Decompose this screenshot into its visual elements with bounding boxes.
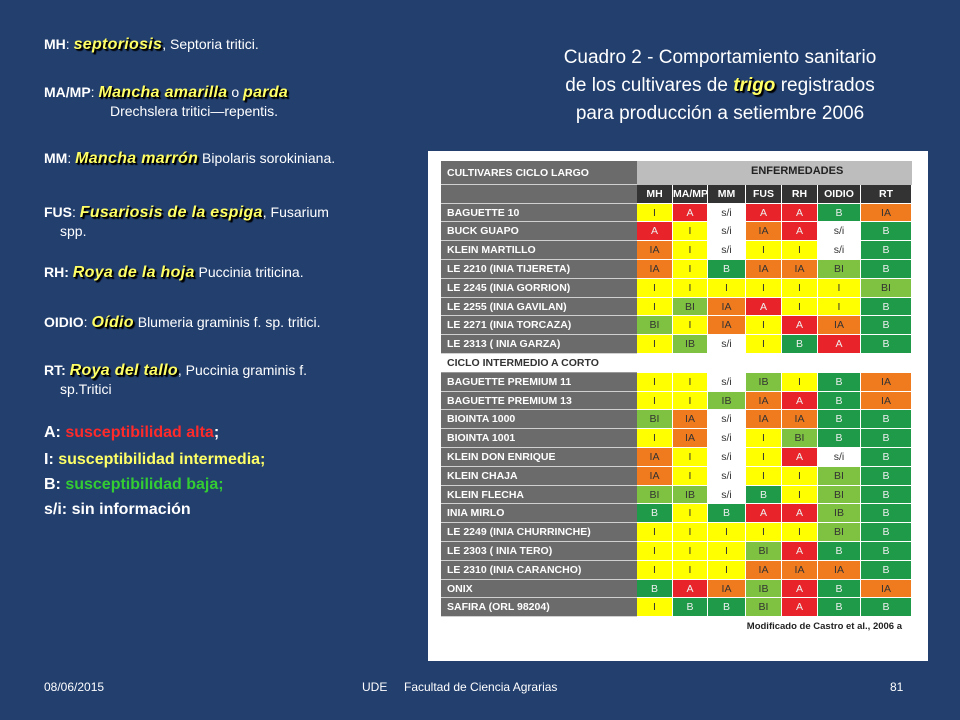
rating-cell: IA [818, 561, 861, 580]
rating-cell: I [673, 316, 708, 335]
scale-text: susceptibilidad baja; [65, 476, 224, 493]
rating-cell: I [746, 279, 782, 298]
pathogen-name: Bipolaris sorokiniana. [198, 150, 336, 166]
separator: : [67, 150, 76, 166]
table-row [441, 392, 912, 411]
rating-cell: BI [818, 260, 861, 279]
column-header: OIDIO [818, 185, 861, 204]
rating-cell: B [818, 204, 861, 223]
cultivar-name: LE 2303 ( INIA TERO) [441, 542, 637, 561]
rating-cell: B [861, 298, 912, 317]
rating-cell: A [782, 504, 818, 523]
rating-cell: B [637, 580, 673, 599]
rating-cell: I [637, 542, 673, 561]
rating-cell: I [673, 222, 708, 241]
rating-cell: I [637, 204, 673, 223]
rating-cell: I [673, 448, 708, 467]
column-header: MH [637, 185, 673, 204]
table-row [441, 260, 912, 279]
cultivar-name: LE 2245 (INIA GORRION) [441, 279, 637, 298]
rating-cell: B [673, 598, 708, 617]
rating-cell: s/i [708, 410, 746, 429]
cultivar-name: LE 2271 (INIA TORCAZA) [441, 316, 637, 335]
rating-cell: A [673, 580, 708, 599]
disease-abbreviation: FUS [44, 204, 72, 220]
rating-cell: IA [746, 222, 782, 241]
column-header: FUS [746, 185, 782, 204]
rating-cell: BI [746, 598, 782, 617]
rating-cell: A [782, 580, 818, 599]
scale-text: sin información [71, 501, 191, 518]
rating-cell: BI [782, 429, 818, 448]
rating-cell: I [782, 241, 818, 260]
footer-center: UDE Facultad de Ciencia Agrarias [362, 680, 558, 694]
rating-cell: A [782, 392, 818, 411]
table-header-row [441, 161, 912, 185]
rating-cell: IA [861, 373, 912, 392]
disease-name-alt: parda [243, 84, 289, 101]
rating-cell: IA [782, 561, 818, 580]
cultivar-name: KLEIN CHAJA [441, 467, 637, 486]
rating-cell: B [746, 486, 782, 505]
rating-cell: IA [637, 260, 673, 279]
rating-cell: I [637, 392, 673, 411]
rating-cell: B [861, 448, 912, 467]
table-row [441, 298, 912, 317]
pathogen-name: Blumeria graminis f. sp. tritici. [133, 314, 321, 330]
rating-cell: I [818, 298, 861, 317]
legend-line [44, 362, 424, 379]
legend-line [44, 204, 424, 221]
rating-cell: B [782, 335, 818, 354]
rating-cell: I [746, 448, 782, 467]
table-row [441, 279, 912, 298]
rating-cell: I [782, 523, 818, 542]
rating-cell: I [708, 561, 746, 580]
column-header: RT [861, 185, 912, 204]
rating-cell: IA [673, 429, 708, 448]
legend-item [44, 362, 424, 398]
rating-cell: A [746, 298, 782, 317]
rating-cell: IA [746, 260, 782, 279]
rating-cell: B [708, 598, 746, 617]
table-footnote-row [441, 617, 912, 641]
rating-cell: BI [637, 486, 673, 505]
cultivar-name: BIOINTA 1001 [441, 429, 637, 448]
table-footnote: Modificado de Castro et al., 2006 a [746, 621, 902, 633]
cultivar-table-image [428, 151, 928, 661]
table-row [441, 580, 912, 599]
rating-cell: B [818, 373, 861, 392]
cultivar-name: LE 2310 (INIA CARANCHO) [441, 561, 637, 580]
rating-cell: A [746, 504, 782, 523]
rating-cell: IA [818, 316, 861, 335]
disease-name: Roya de la hoja [72, 264, 195, 281]
rating-cell: IB [673, 335, 708, 354]
scale-code: B: [44, 476, 66, 493]
rating-cell: s/i [818, 241, 861, 260]
cultivar-name: KLEIN FLECHA [441, 486, 637, 505]
rating-cell: s/i [708, 241, 746, 260]
rating-cell: I [708, 523, 746, 542]
pathogen-name: Puccinia triticina. [194, 264, 304, 280]
scale-code: s/i: [44, 501, 72, 518]
rating-cell: I [673, 392, 708, 411]
separator: : [90, 84, 99, 100]
rating-cell: A [818, 335, 861, 354]
disease-abbreviation: RT: [44, 362, 66, 378]
rating-cell: IA [782, 260, 818, 279]
legend-item [44, 150, 424, 167]
rating-cell: s/i [708, 467, 746, 486]
punctuation: , [177, 362, 182, 378]
rating-cell: BI [746, 542, 782, 561]
separator: : [72, 204, 80, 220]
rating-cell: IB [818, 504, 861, 523]
rating-cell: IB [673, 486, 708, 505]
cultivar-name: LE 2255 (INIA GAVILAN) [441, 298, 637, 317]
legend-line [44, 314, 424, 331]
rating-cell: I [818, 279, 861, 298]
rating-cell: B [861, 504, 912, 523]
legend-line [44, 264, 424, 281]
rating-cell: s/i [708, 486, 746, 505]
rating-cell: I [782, 486, 818, 505]
table-row [441, 561, 912, 580]
rating-cell: I [673, 467, 708, 486]
rating-cell: B [861, 598, 912, 617]
rating-cell: I [673, 523, 708, 542]
punctuation: , [162, 36, 167, 52]
rating-cell: I [746, 241, 782, 260]
rating-cell: BI [637, 316, 673, 335]
rating-cell: s/i [818, 222, 861, 241]
rating-cell: I [673, 241, 708, 260]
rating-cell: I [782, 279, 818, 298]
cultivar-name: INIA MIRLO [441, 504, 637, 523]
rating-cell: IB [746, 373, 782, 392]
legend-item [44, 264, 424, 281]
disease-abbreviation: MH [44, 36, 66, 52]
table-row [441, 316, 912, 335]
rating-cell: IA [746, 561, 782, 580]
rating-cell: A [782, 598, 818, 617]
cultivar-name: BAGUETTE 10 [441, 204, 637, 223]
legend-line [44, 84, 424, 101]
rating-cell: IA [637, 467, 673, 486]
rating-cell: I [782, 467, 818, 486]
rating-cell: B [708, 260, 746, 279]
rating-cell: B [818, 392, 861, 411]
scale-code: A: [44, 424, 66, 441]
title-line-3: para producción a setiembre 2006 [575, 103, 865, 124]
rating-cell: B [861, 316, 912, 335]
pathogen-name-cont: sp.Tritici [60, 381, 112, 397]
rating-cell: B [861, 335, 912, 354]
scale-item [44, 476, 224, 494]
rating-cell: s/i [708, 448, 746, 467]
rating-cell: IA [637, 448, 673, 467]
legend-item [44, 36, 424, 53]
scale-item [44, 501, 191, 519]
table-row [441, 429, 912, 448]
scale-item [44, 451, 265, 469]
rating-cell: I [637, 561, 673, 580]
cultivar-name: BUCK GUAPO [441, 222, 637, 241]
column-header: MA/MP [673, 185, 708, 204]
table-row [441, 486, 912, 505]
rating-cell: IA [861, 392, 912, 411]
table-row [441, 222, 912, 241]
rating-cell: I [746, 335, 782, 354]
cultivar-name: ONIX [441, 580, 637, 599]
rating-cell: IA [746, 410, 782, 429]
rating-cell: I [673, 504, 708, 523]
title-highlight: trigo [733, 75, 776, 96]
rating-cell: s/i [708, 222, 746, 241]
disease-name: Oídio [91, 314, 134, 331]
legend-line [44, 150, 424, 167]
cultivar-name: LE 2210 (INIA TIJERETA) [441, 260, 637, 279]
rating-cell: I [782, 373, 818, 392]
rating-cell: B [861, 523, 912, 542]
title-line-2: de los cultivares de trigo registrados [565, 75, 875, 96]
table-row [441, 542, 912, 561]
cultivar-name: SAFIRA (ORL 98204) [441, 598, 637, 617]
rating-cell: B [861, 542, 912, 561]
table-row [441, 467, 912, 486]
rating-cell: IA [861, 204, 912, 223]
rating-cell: s/i [708, 429, 746, 448]
rating-cell: B [818, 580, 861, 599]
disease-abbreviation: MA/MP [44, 84, 91, 100]
cultivar-name: KLEIN DON ENRIQUE [441, 448, 637, 467]
legend-item [44, 204, 424, 240]
rating-cell: B [861, 486, 912, 505]
rating-cell: I [746, 467, 782, 486]
cultivar-name: LE 2313 ( INIA GARZA) [441, 335, 637, 354]
scale-code: I: [44, 451, 59, 468]
table-row [441, 523, 912, 542]
table-row [441, 204, 912, 223]
rating-cell: I [673, 260, 708, 279]
scale-item [44, 424, 219, 442]
rating-cell: BI [818, 486, 861, 505]
rating-cell: B [861, 260, 912, 279]
disease-name: Roya del tallo [69, 362, 178, 379]
rating-cell: IB [708, 392, 746, 411]
rating-cell: I [637, 298, 673, 317]
rating-cell: BI [818, 467, 861, 486]
rating-cell: I [637, 429, 673, 448]
rating-cell: I [782, 298, 818, 317]
rating-cell: A [637, 222, 673, 241]
rating-cell: A [782, 316, 818, 335]
rating-cell: I [708, 279, 746, 298]
rating-cell: IA [861, 580, 912, 599]
table-row [441, 373, 912, 392]
rating-cell: I [673, 561, 708, 580]
pathogen-name: Septoria tritici. [166, 36, 259, 52]
legend-item [44, 314, 424, 331]
punctuation: , [262, 204, 267, 220]
rating-cell: s/i [708, 373, 746, 392]
rating-cell: IA [708, 298, 746, 317]
rating-cell: B [708, 504, 746, 523]
legend-line [44, 36, 424, 53]
disease-abbreviation: RH: [44, 264, 69, 280]
rating-cell: I [637, 335, 673, 354]
table-column-header-row [441, 185, 912, 204]
rating-cell: A [782, 204, 818, 223]
table-row [441, 335, 912, 354]
rating-cell: IA [746, 392, 782, 411]
rating-cell: B [818, 429, 861, 448]
rating-cell: B [861, 561, 912, 580]
scale-suffix: ; [213, 424, 220, 441]
rating-cell: A [782, 222, 818, 241]
rating-cell: I [637, 279, 673, 298]
rating-cell: B [861, 429, 912, 448]
table-row [441, 241, 912, 260]
title-line-1: Cuadro 2 - Comportamiento sanitario [563, 47, 877, 68]
cultivar-name: KLEIN MARTILLO [441, 241, 637, 260]
rating-cell: B [818, 542, 861, 561]
rating-cell: IA [782, 410, 818, 429]
rating-cell: B [861, 222, 912, 241]
rating-cell: s/i [708, 204, 746, 223]
rating-cell: I [637, 373, 673, 392]
legend-item [44, 84, 424, 120]
scale-text: susceptibilidad alta [65, 424, 214, 441]
rating-cell: I [746, 429, 782, 448]
separator: : [83, 314, 92, 330]
connector: o [231, 84, 240, 100]
rating-cell: IA [637, 241, 673, 260]
pathogen-name: Fusarium [266, 204, 329, 220]
pathogen-name-cont: Drechslera tritici—repentis. [110, 103, 279, 119]
cultivar-name: LE 2249 (INIA CHURRINCHE) [441, 523, 637, 542]
cultivar-name: BIOINTA 1000 [441, 410, 637, 429]
rating-cell: A [782, 542, 818, 561]
rating-cell: IB [746, 580, 782, 599]
rating-cell: B [637, 504, 673, 523]
section-blank [637, 354, 912, 373]
disease-name: Mancha amarilla [98, 84, 228, 101]
header-cultivares: CULTIVARES CICLO LARGO [441, 161, 637, 185]
rating-cell: B [818, 598, 861, 617]
rating-cell: I [708, 542, 746, 561]
cultivar-name: BAGUETTE PREMIUM 13 [441, 392, 637, 411]
disease-abbreviation: MM [44, 150, 68, 166]
rating-cell: A [782, 448, 818, 467]
rating-cell: BI [861, 279, 912, 298]
rating-cell: IA [708, 316, 746, 335]
rating-cell: I [673, 542, 708, 561]
rating-cell: I [673, 279, 708, 298]
slide-title [520, 44, 920, 128]
table-row [441, 448, 912, 467]
rating-cell: s/i [818, 448, 861, 467]
disease-name: septoriosis [73, 36, 163, 53]
rating-cell: B [818, 410, 861, 429]
rating-cell: IA [673, 410, 708, 429]
rating-cell: I [637, 598, 673, 617]
disease-abbreviation: OIDIO [44, 314, 84, 330]
section-label: CICLO INTERMEDIO A CORTO [441, 354, 637, 373]
pathogen-name: Puccinia graminis f. [181, 362, 308, 378]
rating-cell: I [746, 523, 782, 542]
column-header: MM [708, 185, 746, 204]
pathogen-name-cont: spp. [60, 223, 87, 239]
rating-cell: s/i [708, 335, 746, 354]
section-row [441, 354, 912, 373]
rating-cell: I [673, 373, 708, 392]
rating-cell: B [861, 467, 912, 486]
rating-cell: B [861, 241, 912, 260]
rating-cell: BI [818, 523, 861, 542]
rating-cell: BI [637, 410, 673, 429]
cultivar-name: BAGUETTE PREMIUM 11 [441, 373, 637, 392]
table-row [441, 410, 912, 429]
rating-cell: A [746, 204, 782, 223]
header-enfermedades: ENFERMEDADES [637, 161, 912, 185]
rating-cell: A [673, 204, 708, 223]
rating-cell: IA [708, 580, 746, 599]
rating-cell: B [861, 410, 912, 429]
disease-name: Mancha marrón [75, 150, 199, 167]
rating-cell: I [637, 523, 673, 542]
table-row [441, 598, 912, 617]
scale-text: susceptibilidad intermedia; [58, 451, 266, 468]
column-header: RH [782, 185, 818, 204]
rating-cell: I [746, 316, 782, 335]
rating-cell: BI [673, 298, 708, 317]
separator: : [65, 36, 74, 52]
disease-name: Fusariosis de la espiga [79, 204, 263, 221]
table-row [441, 504, 912, 523]
footer-date: 08/06/2015 [44, 680, 105, 694]
column-header-blank [441, 185, 637, 204]
footer-page-number: 81 [890, 680, 904, 694]
